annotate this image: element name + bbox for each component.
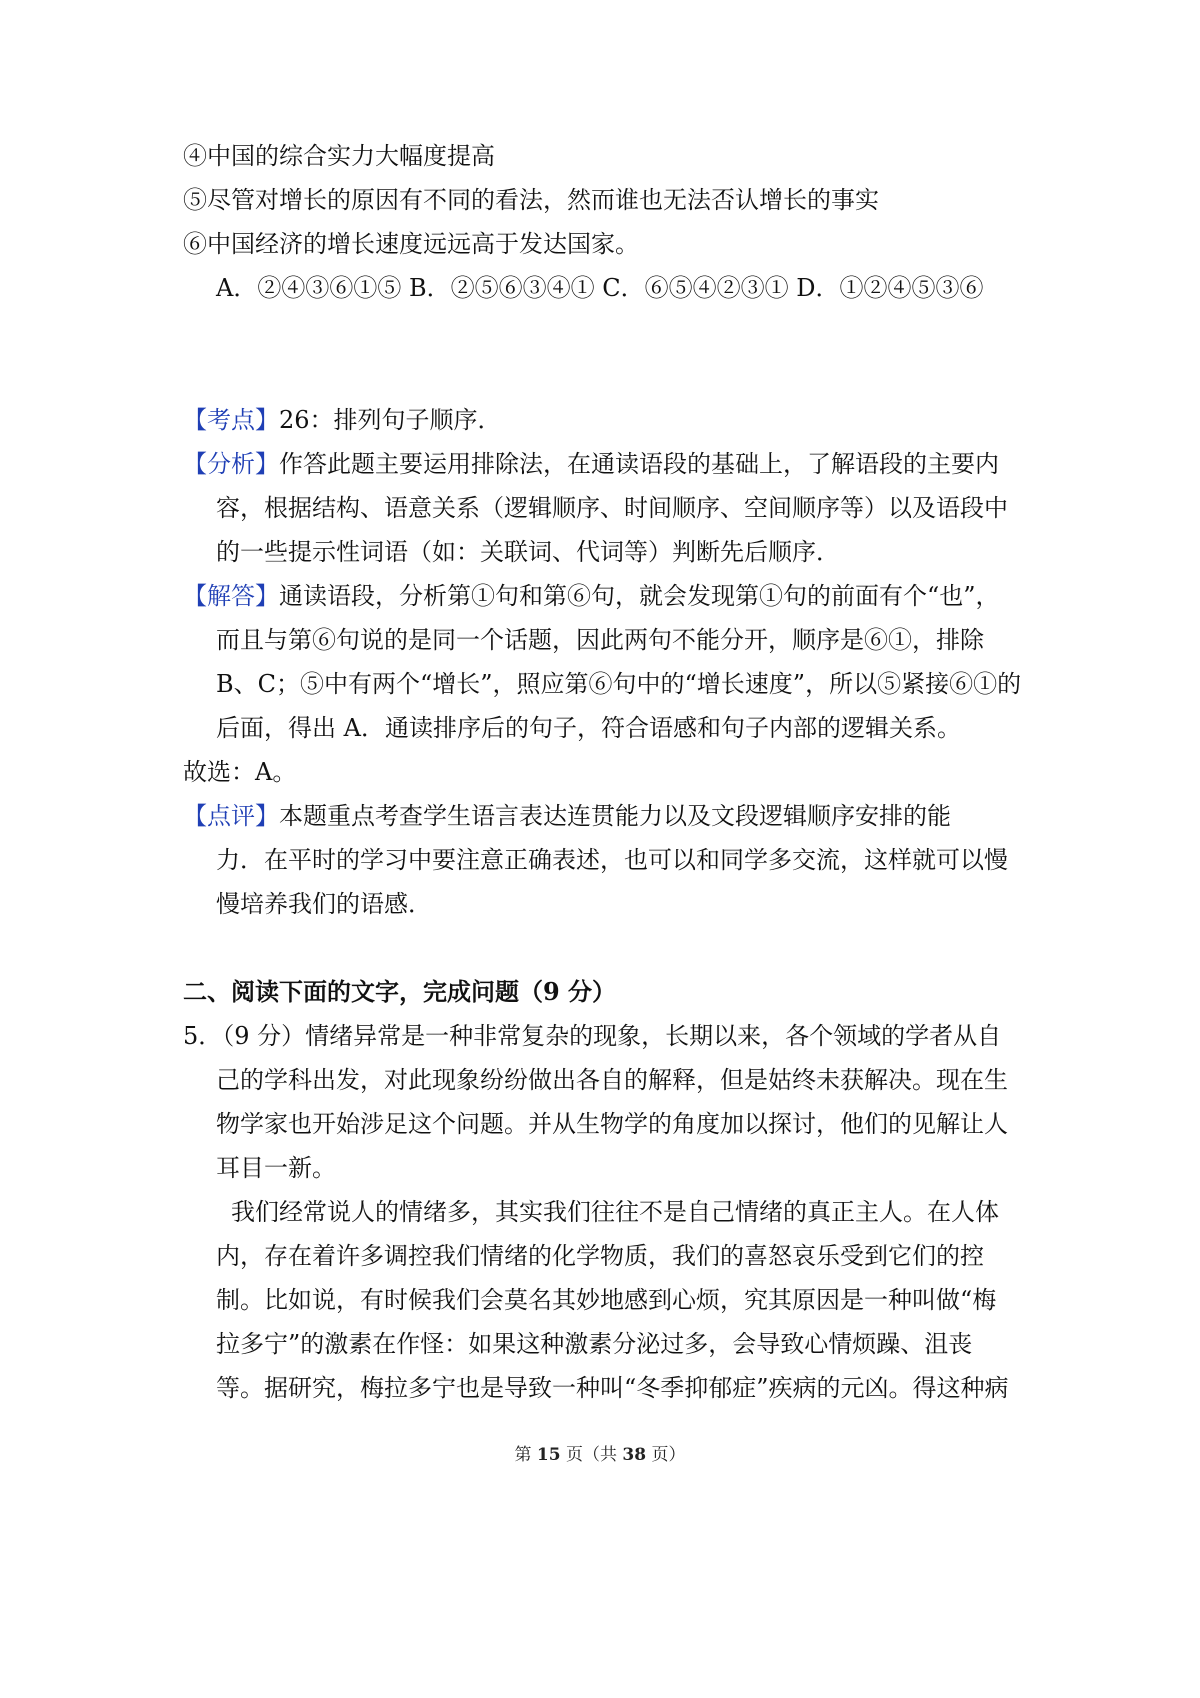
page-number: 15 (536, 1445, 561, 1465)
total-pages: 38 (622, 1445, 647, 1465)
jieda-line: B、C；⑤中有两个“增长”，照应第⑥句中的“增长速度”，所以⑤紧接⑥①的 (216, 670, 1022, 698)
passage-line: 制。比如说，有时候我们会莫名其妙地感到心烦，究其原因是一种叫做“梅 (216, 1286, 997, 1314)
kaodian-text: 26：排列句子顺序． (279, 406, 502, 434)
q5-line: 耳目一新。 (216, 1154, 336, 1182)
fenxi-line: 的一些提示性词语（如：关联词、代词等）判断先后顺序． (216, 538, 840, 566)
q5-line: 己的学科出发，对此现象纷纷做出各自的解释，但是姑终未获解决。现在生 (216, 1066, 1008, 1094)
footer-suffix: 页） (646, 1445, 686, 1465)
dianping-tag: 【点评】 (183, 802, 279, 830)
answer-choices: A．②④③⑥①⑤ B．②⑤⑥③④① C．⑥⑤④②③① D．①②④⑤③⑥ (216, 274, 984, 302)
kaodian-row (183, 405, 502, 435)
jieda-line: 而且与第⑥句说的是同一个话题，因此两句不能分开，顺序是⑥①，排除 (216, 626, 984, 654)
fenxi-line: 容，根据结构、语意关系（逻辑顺序、时间顺序、空间顺序等）以及语段中 (216, 494, 1008, 522)
dianping-line: 慢培养我们的语感． (216, 890, 432, 918)
option-item-6: ⑥中国经济的增长速度远远高于发达国家。 (183, 230, 639, 258)
passage-line: 等。据研究，梅拉多宁也是导致一种叫“冬季抑郁症”疾病的元凶。得这种病 (216, 1374, 1009, 1402)
fenxi-tag: 【分析】 (183, 450, 279, 478)
q5-line: 5．（9 分）情绪异常是一种非常复杂的现象，长期以来，各个领域的学者从自 (183, 1022, 1002, 1050)
q5-line: 物学家也开始涉足这个问题。并从生物学的角度加以探讨，他们的见解让人 (216, 1110, 1008, 1138)
fenxi-line: 作答此题主要运用排除法，在通读语段的基础上，了解语段的主要内 (279, 450, 999, 478)
fenxi-row (183, 449, 999, 479)
section-heading: 二、阅读下面的文字，完成问题（9 分） (183, 977, 617, 1006)
passage-line: 我们经常说人的情绪多，其实我们往往不是自己情绪的真正主人。在人体 (231, 1198, 999, 1226)
dianping-row (183, 801, 951, 831)
kaodian-tag: 【考点】 (183, 406, 279, 434)
footer-middle: 页（共 (560, 1445, 623, 1465)
dianping-line: 力．在平时的学习中要注意正确表述，也可以和同学多交流，这样就可以慢 (216, 846, 1008, 874)
passage-line: 内，存在着许多调控我们情绪的化学物质，我们的喜怒哀乐受到它们的控 (216, 1242, 984, 1270)
page-footer (0, 1444, 1200, 1466)
dianping-line: 本题重点考查学生语言表达连贯能力以及文段逻辑顺序安排的能 (279, 802, 951, 830)
footer-prefix: 第 (514, 1445, 537, 1465)
jieda-tag: 【解答】 (183, 582, 279, 610)
passage-line: 拉多宁”的激素在作怪：如果这种激素分泌过多，会导致心情烦躁、沮丧 (216, 1330, 973, 1358)
guxuan-line: 故选：A。 (183, 758, 297, 786)
jieda-line: 通读语段，分析第①句和第⑥句，就会发现第①句的前面有个“也”， (279, 582, 1000, 610)
jieda-line: 后面，得出 A．通读排序后的句子，符合语感和句子内部的逻辑关系。 (216, 714, 961, 742)
jieda-row (183, 581, 1000, 611)
option-item-5: ⑤尽管对增长的原因有不同的看法，然而谁也无法否认增长的事实 (183, 186, 879, 214)
option-item-4: ④中国的综合实力大幅度提高 (183, 142, 495, 170)
